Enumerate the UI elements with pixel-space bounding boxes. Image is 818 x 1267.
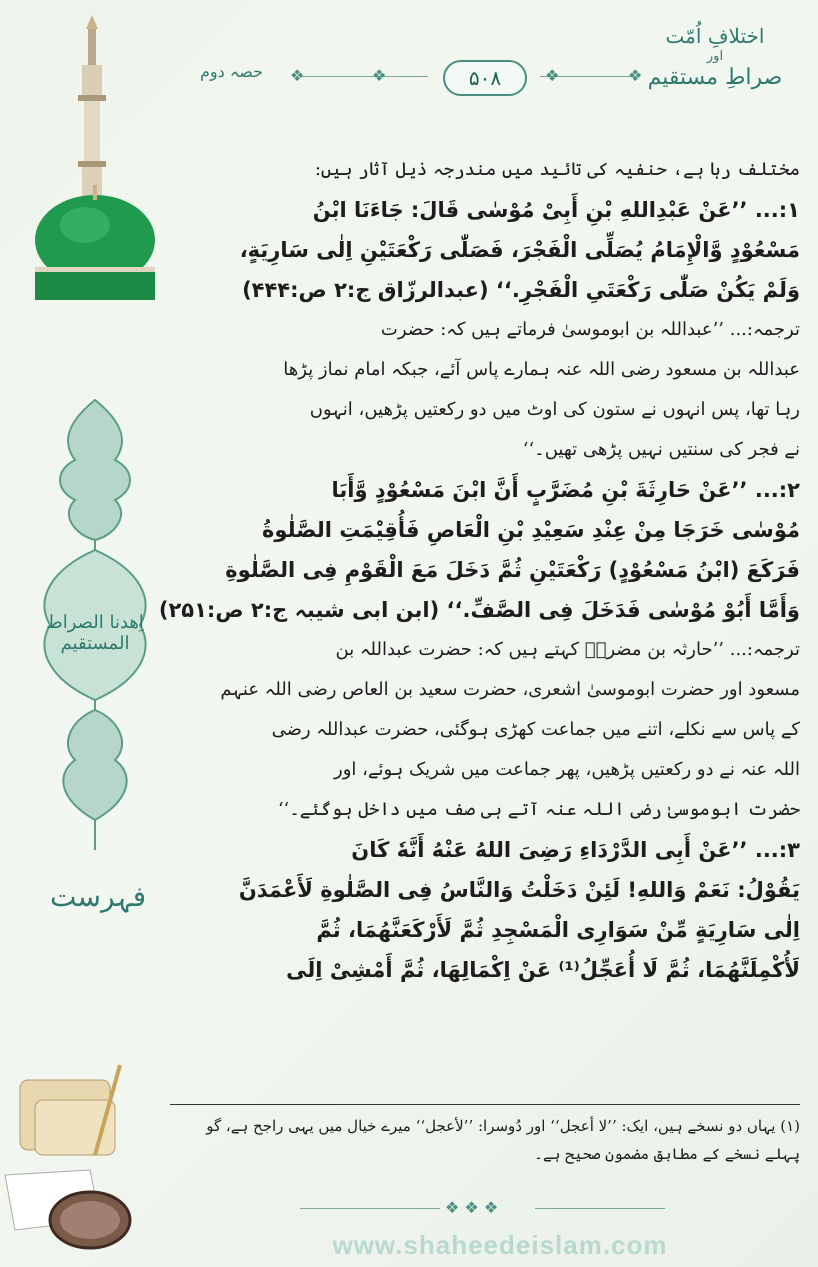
footnote-line: (۱) یہاں دو نسخے ہیں، ایک: ’’لا أعجل‘‘ اور دُوسرا: ’’لأعجل‘‘ میرے خیال میں یہی راجح ہے، گو <box>206 1117 800 1135</box>
green-dome-minaret-image <box>20 15 170 305</box>
bottom-divider-left <box>300 1208 440 1209</box>
text-line: مَسْعُوْدٍ وَّالْإِمَامُ یُصَلِّی الْفَجْرَ، فَصَلّٰی رَکْعَتَیْنِ اِلٰی سَارِیَةٍ، <box>239 238 800 262</box>
text-line: ترجمہ:... ’’حارثہ بن مضربؒ کہتے ہیں کہ: حضرت عبداللہ بن <box>335 639 800 660</box>
page-number-badge <box>433 58 533 96</box>
flourish-icon: ❖ <box>628 66 643 85</box>
text-line: اِلٰی سَارِیَةٍ مِّنْ سَوَارِی الْمَسْجِدِ ثُمَّ لَأَرْکَعَنَّهُمَا، ثُمَّ <box>316 918 800 942</box>
text-line: وَأَمَّا أَبُوْ مُوْسٰی فَدَخَلَ فِی الصَّفِّ.‘‘ (ابن ابی شیبہ ج:۲ ص:۲۵۱) <box>158 598 800 622</box>
section-label: حصہ دوم <box>200 62 263 81</box>
flourish-icon: ❖ <box>545 66 560 85</box>
main-text <box>158 150 800 990</box>
side-ornament-text: اِھدنا الصراط المستقیم <box>46 612 144 654</box>
flourish-icon: ❖ <box>290 66 305 85</box>
text-line: کے پاس سے نکلے، اتنے میں جماعت کھڑی ہوگئی، حضرت عبداللہ رضی <box>271 719 800 740</box>
flourish-icon: ❖ <box>372 66 387 85</box>
page-number: ۵۰۸ <box>443 60 527 96</box>
text-line: رہا تھا، پس انہوں نے ستون کی اوٹ میں دو رکعتیں پڑھیں، انہوں <box>309 399 800 420</box>
text-line: مختلف رہا ہے، حنفیہ کی تائید میں مندرجہ ذیل آثار ہیں: <box>314 159 800 180</box>
book-title-line3: صراطِ مستقیم <box>647 65 783 90</box>
text-line: یَقُوْلُ: نَعَمْ وَاللهِ! لَئِنْ دَخَلْتُ وَالنَّاسُ فِی الصَّلٰوةِ لَأَعْمَدَنَّ <box>238 878 800 902</box>
bottom-divider-right <box>535 1208 665 1209</box>
text-line: نے فجر کی سنتیں نہیں پڑھی تھیں۔‘‘ <box>522 439 800 460</box>
text-line: لَأُکْمِلَنَّهُمَا، ثُمَّ لَا أُعَجِّلُ⁽¹⁾ عَنْ اِکْمَالِهَا، ثُمَّ أَمْشِیْ اِلَی <box>286 958 800 982</box>
text-line: مُوْسٰی خَرَجَا مِنْ عِنْدِ سَعِیْدِ بْنِ الْعَاصِ فَأُقِیْمَتِ الصَّلٰوةُ <box>262 518 800 542</box>
website-url[interactable]: www.shaheedeislam.com <box>332 1230 668 1260</box>
book-title <box>630 22 800 92</box>
text-line: وَلَمْ یَکُنْ صَلّٰی رَکْعَتَیِ الْفَجْرِ.‘‘ (عبدالرزّاق ج:۲ ص:۴۴۴) <box>242 278 800 302</box>
text-line: ۱:... ’’عَنْ عَبْدِاللهِ بْنِ أَبِیْ مُوْسٰی قَالَ: جَاءَنَا ابْنُ <box>312 198 800 222</box>
text-line: مسعود اور حضرت ابوموسیٰ اشعری، حضرت سعید بن العاص رضی اللہ عنہم <box>220 679 800 700</box>
book-title-line2: اور <box>706 49 724 64</box>
text-line: فَرَکَعَ (ابْنُ مَسْعُوْدٍ) رَکْعَتَیْنِ ثُمَّ دَخَلَ مَعَ الْقَوْمِ فِی الصَّلٰوةِ <box>225 558 800 582</box>
text-line: عبداللہ بن مسعود رضی اللہ عنہ ہمارے پاس آئے، جبکہ امام نماز پڑھا <box>283 359 800 380</box>
text-line: اللہ عنہ نے دو رکعتیں پڑھیں، پھر جماعت میں شریک ہوئے، اور <box>334 759 800 780</box>
scrolls-and-seal-image <box>0 1060 160 1260</box>
text-line: ۲:... ’’عَنْ حَارِثَةَ بْنِ مُضَرَّبٍ أَنَّ ابْنَ مَسْعُوْدٍ وَّأَبَا <box>331 478 800 502</box>
text-line: ۳:... ’’عَنْ أَبِی الدَّرْدَاءِ رَضِیَ اللهُ عَنْهُ أَنَّهٗ کَانَ <box>351 838 800 862</box>
flourish-icon: ❖ ❖ ❖ <box>445 1198 499 1217</box>
footnote-line: پہلے نسخے کے مطابق مضمون صحیح ہے۔ <box>534 1145 800 1163</box>
index-link[interactable]: فہرست <box>50 880 147 913</box>
footnote <box>175 1112 800 1168</box>
book-title-line1: اختلافِ اُمّت <box>665 24 765 48</box>
text-line: حضرت ابوموسیٰ رضی اللہ عنہ آتے ہی صف میں داخل ہوگئے۔‘‘ <box>277 799 800 820</box>
footnote-divider <box>170 1104 800 1105</box>
header-divider-left <box>300 76 428 77</box>
text-line: ترجمہ:... ’’عبداللہ بن ابوموسیٰ فرماتے ہیں کہ: حضرت <box>380 319 800 340</box>
